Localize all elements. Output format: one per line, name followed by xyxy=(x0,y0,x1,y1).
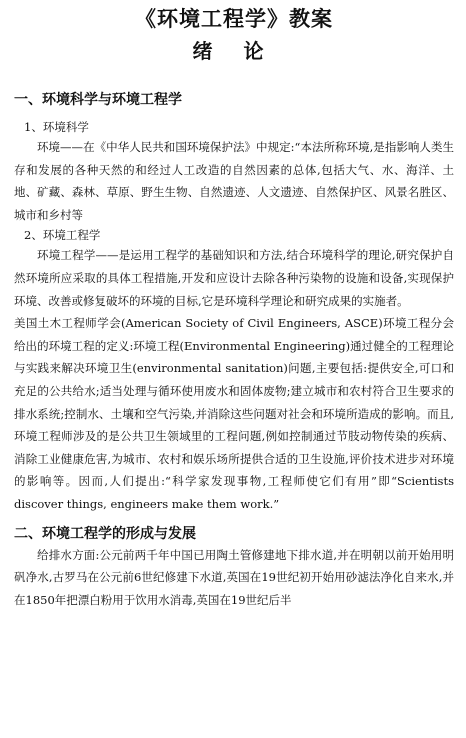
document-title: 《环境工程学》教案 xyxy=(135,6,333,31)
paragraph-environment-definition: 环境——在《中华人民共和国环境保护法》中规定:“本法所称环境,是指影响人类生存和发展的各种天然的和经过人工改造的自然因素的总体,包括大气、水、海洋、土地、矿藏、森林、草原、野生生物、自然遗迹、人文遗迹、自然保护区、风景名胜区、城市和乡村等 xyxy=(14,140,454,222)
paragraph-environmental-engineering: 环境工程学——是运用工程学的基础知识和方法,结合环境科学的理论,研究保护自然环境所应采取的具体工程措施,开发和应设计去除各种污染物的设施和设备,实现保护环境、改善或修复破坏的环境的目标,它是环境科学理论和研究成果的实施者。 xyxy=(14,248,454,308)
section-heading-1: 一、环境科学与环境工程学 xyxy=(14,92,182,108)
document-page xyxy=(0,4,466,738)
document-subtitle: 绪 论 xyxy=(192,39,276,63)
paragraph-history: 给排水方面:公元前两千年中国已用陶土管修建地下排水道,并在明朝以前开始用明矾净水,古罗马在公元前6世纪修建下水道,英国在19世纪初开始用砂滤法净化自来水,并在1850年把漂白粉用于饮用水消毒,英国在19世纪后半 xyxy=(14,547,454,607)
subsection-heading-2: 2、环境工程学 xyxy=(24,228,101,243)
paragraph-asce-definition: 美国土木工程师学会(American Society of Civil Engineers, ASCE)环境工程分会给出的环境工程的定义:环境工程(Environmental Engineering)通过健全的工程理论与实践来解决环境卫生(environmental sanitation)问题,主要包括:提供安全,可口和充足的公共给水;适当处理与循环使用废水和固体废物;建立城市和农村符合卫生要求的排水系统;控制水、土壤和空气污染,并消除这些问题对社会和环境所造成的影响。而且,环境工程师涉及的是公共卫生领域里的工程问题,例如控制通过节肢动物传染的疾病、消除工业健康危害,为城市、农村和娱乐场所提供合适的卫生设施,评价技术进步对环境的影响等。因而,人们提出:“科学家发现事物,工程师使它们有用”即“Scientists discover things, engineers make them work.” xyxy=(14,316,454,511)
subsection-heading-1: 1、环境科学 xyxy=(24,120,89,134)
section-heading-2: 二、环境工程学的形成与发展 xyxy=(14,525,196,542)
